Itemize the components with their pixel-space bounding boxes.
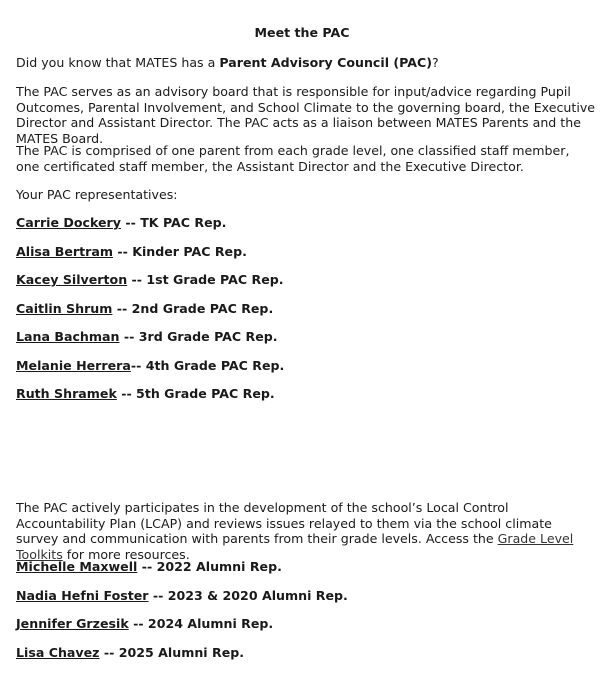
grade-level-toolkits-link[interactable]: Grade Level Toolkits xyxy=(16,531,574,562)
lcap-paragraph xyxy=(16,500,596,562)
rep-role: -- TK PAC Rep. xyxy=(120,215,227,230)
composition-paragraph: The PAC is comprised of one parent from each grade level, one classified staff member, one certificated staff member, the Assistant Director and the Executive Director. xyxy=(16,143,570,174)
lcap-text: The PAC actively participates in the development of the school’s Local Control Accountability Plan (LCAP) and reviews issues relayed to them via the school climate survey and communication with parents from their grade levels. Access the xyxy=(16,500,552,546)
alumni-role: -- 2024 Alumni Rep. xyxy=(128,616,274,631)
rep-name-link[interactable]: Carrie Dockery xyxy=(16,215,121,230)
rep-role: -- 4th Grade PAC Rep. xyxy=(130,358,285,373)
alumni-item xyxy=(16,559,282,575)
alumni-item xyxy=(16,616,273,632)
rep-role: -- Kinder PAC Rep. xyxy=(112,244,247,259)
rep-name-link[interactable]: Ruth Shramek xyxy=(16,386,117,401)
rep-role: -- 1st Grade PAC Rep. xyxy=(127,272,284,287)
rep-item xyxy=(16,244,247,260)
alumni-item xyxy=(16,645,244,661)
rep-item xyxy=(16,272,284,288)
intro-suffix: ? xyxy=(431,55,439,70)
alumni-name-link[interactable]: Michelle Maxwell xyxy=(16,559,138,574)
alumni-role: -- 2025 Alumni Rep. xyxy=(99,645,245,660)
rep-role: -- 5th Grade PAC Rep. xyxy=(116,386,275,401)
rep-name-link[interactable]: Kacey Silverton xyxy=(16,272,128,287)
description-paragraph: The PAC serves as an advisory board that is responsible for input/advice regarding Pupil Outcomes, Parental Involvement, and School Climate to the governing board, the Executive Director and Assistant Director. The PAC acts as a liaison between MATES Parents and the MATES Board. xyxy=(16,84,596,146)
intro-paragraph xyxy=(16,55,596,71)
rep-role: -- 3rd Grade PAC Rep. xyxy=(119,329,278,344)
alumni-name-link[interactable]: Lisa Chavez xyxy=(16,645,100,660)
rep-item xyxy=(16,386,275,402)
rep-name-link[interactable]: Caitlin Shrum xyxy=(16,301,113,316)
intro-prefix: Did you know that MATES has a xyxy=(16,55,220,70)
reps-heading: Your PAC representatives: xyxy=(16,187,178,202)
rep-item xyxy=(16,215,226,231)
rep-item xyxy=(16,329,278,345)
rep-role: -- 2nd Grade PAC Rep. xyxy=(112,301,274,316)
rep-name-link[interactable]: Melanie Herrera xyxy=(16,358,131,373)
alumni-role: -- 2022 Alumni Rep. xyxy=(137,559,282,574)
rep-name-link[interactable]: Lana Bachman xyxy=(16,329,120,344)
alumni-item xyxy=(16,588,348,604)
rep-name-link[interactable]: Alisa Bertram xyxy=(16,244,113,259)
intro-bold: Parent Advisory Council (PAC) xyxy=(219,55,432,70)
alumni-name-link[interactable]: Nadia Hefni Foster xyxy=(16,588,149,603)
rep-item xyxy=(16,301,273,317)
page-title: Meet the PAC xyxy=(254,25,350,40)
lcap-after: for more resources. xyxy=(62,546,190,562)
alumni-name-link[interactable]: Jennifer Grzesik xyxy=(16,616,129,631)
alumni-role: -- 2023 & 2020 Alumni Rep. xyxy=(148,588,348,603)
rep-item xyxy=(16,358,284,374)
